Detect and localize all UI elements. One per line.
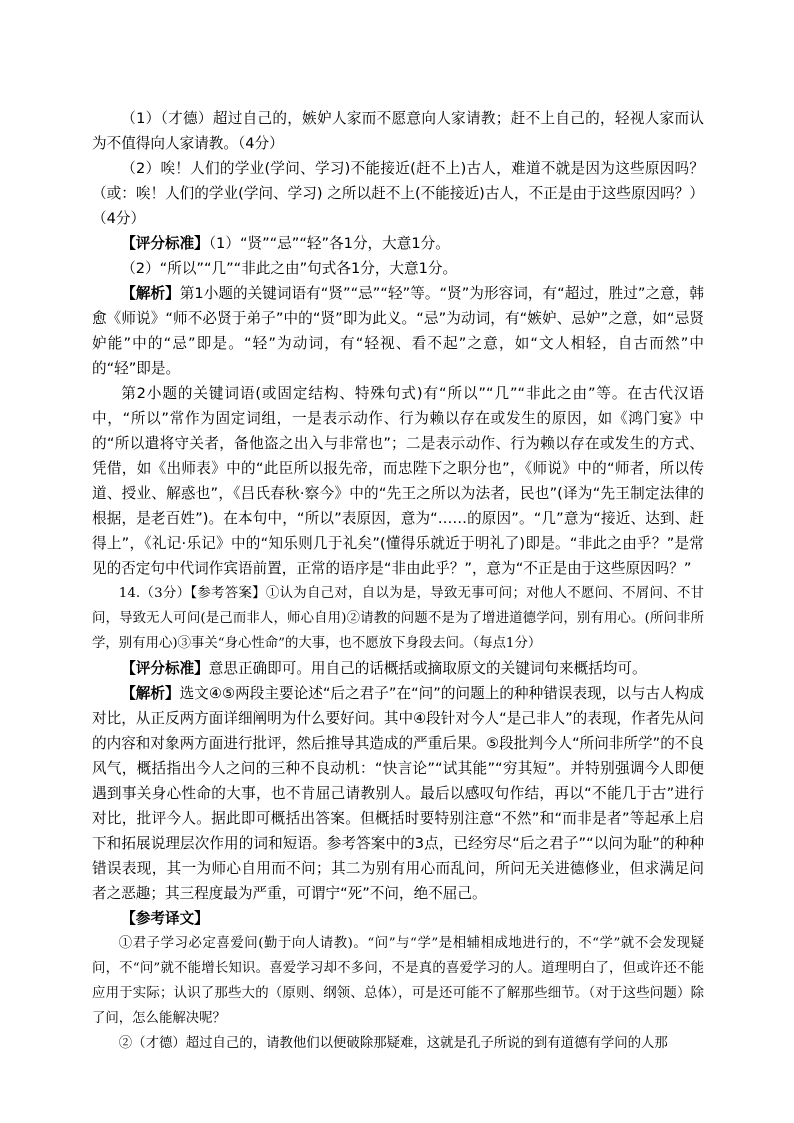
analysis-paragraph-1: 【解析】第1小题的关键词语有“贤”“忌”“轻”等。“贤”为形容词，有“超过，胜过”之意，韩愈《师说》“师不必贤于弟子”中的“贤”即为此义。“忌”为动词，有“嫉妒、忌妒”之意，如“忌贤妒能”中的“忌”即是。“轻”为动词，有“轻视、看不起”之意，如“文人相轻，自古而然”中的“轻”即是。	[92, 285, 704, 377]
translation-paragraph-1: ①君子学习必定喜爱问(勤于向人请教)。“问”与“学”是相辅相成地进行的，不“学”就不会发现疑问，不“问”就不能增长知识。喜爱学习却不多问，不是真的喜爱学习的人。道理明白了，但或许还不能应用于实际；认识了那些大的（原则、纲领、总体），可是还可能不了解那些细节。（对于这些问题）除了问，怎么能解决呢？	[92, 936, 704, 1026]
q14-label: 14.（3分）【参考答案】	[118, 586, 266, 601]
scoring-label: 【评分标准】	[121, 235, 209, 252]
answer-paragraph-2: （2）唉！人们的学业(学问、学习)不能接近(赶不上)古人，难道不就是因为这些原因吗？（或：唉！人们的学业(学问、学习) 之所以赶不上(不能接近)古人，不正是由于这些原因吗？）（4分）	[92, 160, 704, 227]
analysis-label: 【解析】	[121, 685, 180, 702]
q14-scoring-standard: 【评分标准】意思正确即可。用自己的话概括或摘取原文的关键词句来概括均可。	[121, 660, 647, 677]
translation-paragraph-2: ②（才德）超过自己的，请教他们以便破除那疑难，这就是孔子所说的到有道德有学问的人那	[118, 1036, 668, 1051]
translation-heading: 【参考译文】	[121, 910, 209, 927]
scoring-standard-1: 【评分标准】（1）“贤”“忌”“轻”各1分，大意1分。	[121, 235, 450, 252]
q14-analysis-paragraph: 【解析】选文④⑤两段主要论述“后之君子”在“问”的问题上的种种错误表现，以与古人构成对比，从正反两方面详细阐明为什么要好问。其中④段针对今人“是己非人”的表现，作者先从问的内容和对象两方面进行批评，然后推导其造成的严重后果。⑤段批判今人“所问非所学”的不良风气，概括指出今人之问的三种不良动机：“快言论”“试其能”“穷其短”。并特别强调今人即便遇到事关身心性命的大事，也不肯屈己请教别人。最后以感叹句作结，再以“不能几于古”进行对比，批评今人。据此即可概括出答案。但概括时要特别注意“不然”和“而非是者”等起承上启下和拓展说理层次作用的词和短语。参考答案中的3点，已经穷尽“后之君子”“以问为耻”的种种错误表现，其一为师心自用而不问；其二为别有用心而乱问，所问无关进德修业，但求满足问者之恶趣；其三程度最为严重，可谓宁“死”不问，绝不屈己。	[92, 685, 704, 902]
analysis-label: 【解析】	[121, 285, 180, 302]
analysis-paragraph-2: 第2小题的关键词语(或固定结构、特殊句式)有“所以”“几”“非此之由”等。在古代汉语中，“所以”常作为固定词组，一是表示动作、行为赖以存在或发生的原因，如《鸿门宴》中的“所以遣将守关者，备他盗之出入与非常也”；二是表示动作、行为赖以存在或发生的方式、凭借，如《出师表》中的“此臣所以报先帝，而忠陛下之职分也”，《师说》中的“师者，所以传道、授业、解惑也”，《吕氏春秋·察今》中的“先王之所以为法者，民也”(译为“先王制定法律的根据，是老百姓”)。在本句中，“所以”表原因，意为“……的原因”。“几”意为“接近、达到、赶得上”，《礼记·乐记》中的“知乐则几于礼矣”(懂得乐就近于明礼了)即是。“非此之由乎？”是常见的否定句中代词作宾语前置，正常的语序是“非由此乎？”，意为“不正是由于这些原因吗？”	[92, 385, 704, 577]
scoring-standard-2: （2）“所以”“几”“非此之由”句式各1分，大意1分。	[121, 260, 458, 277]
scoring-label: 【评分标准】	[121, 660, 209, 677]
q14-answer-paragraph: 14.（3分）【参考答案】①认为自己对，自以为是，导致无事可问；对他人不愿问、不屑问、不甘问，导致无人可问(是己而非人，师心自用)②请教的问题不是为了增进道德学问，别有用心。(所问非所学，别有用心)③事关“身心性命”的大事，也不愿放下身段去问。（每点1分）	[92, 586, 704, 651]
answer-paragraph-1: （1）（才德）超过自己的，嫉妒人家而不愿意向人家请教；赶不上自己的，轻视人家而认为不值得向人家请教。（4分）	[92, 110, 704, 152]
document-page	[92, 106, 704, 1056]
